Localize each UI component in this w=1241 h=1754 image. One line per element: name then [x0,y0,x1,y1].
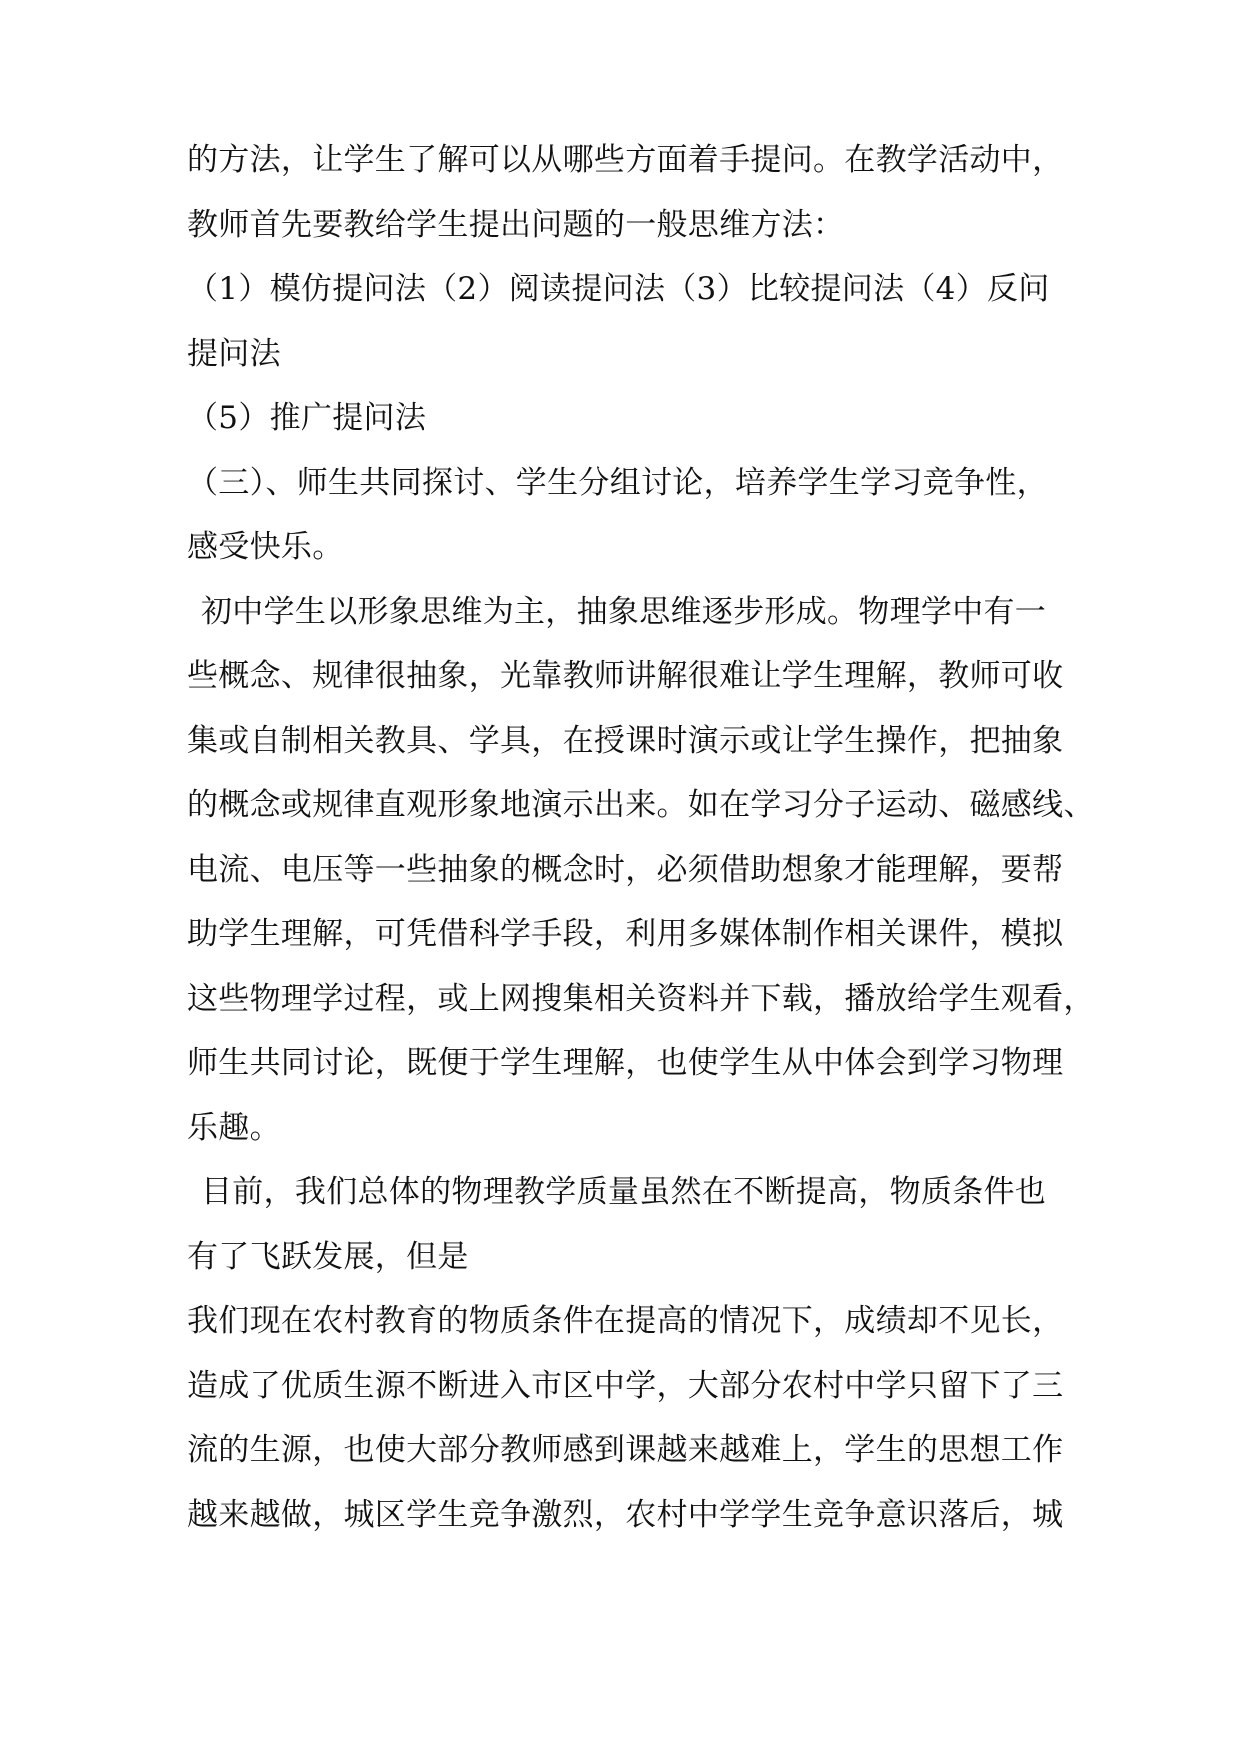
text-line: 些概念、规律很抽象，光靠教师讲解很难让学生理解，教师可收 [187,658,1064,694]
text-line: 师生共同讨论，既便于学生理解，也使学生从中体会到学习物理 [187,1045,1064,1081]
text-line: 的概念或规律直观形象地演示出来。如在学习分子运动、磁感线、 [187,787,1095,823]
paragraph-start: 目前，我们总体的物理教学质量虽然在不断提高，物质条件也 [201,1174,1047,1210]
text-line: 有了飞跃发展，但是 [187,1238,469,1275]
text-line: 助学生理解，可凭借科学手段，利用多媒体制作相关课件，模拟 [187,916,1064,952]
text-line: （5）推广提问法 [187,400,427,436]
text-line: 电流、电压等一些抽象的概念时，必须借助想象才能理解，要帮 [187,851,1064,888]
text-line: 提问法 [187,335,281,372]
paragraph-start: 初中学生以形象思维为主，抽象思维逐步形成。物理学中有一 [201,593,1047,630]
text-line: 越来越做，城区学生竞争激烈，农村中学学生竞争意识落后，城 [187,1496,1064,1533]
document-body [187,128,1095,1547]
section-heading: （三）、师生共同探讨、学生分组讨论，培养学生学习竞争性， [187,464,1048,501]
text-line: 这些物理学过程，或上网搜集相关资料并下载，播放给学生观看， [187,980,1095,1017]
text-line: 集或自制相关教具、学具，在授课时演示或让学生操作，把抽象 [187,722,1064,759]
text-line: 我们现在农村教育的物质条件在提高的情况下，成绩却不见长， [187,1303,1064,1339]
text-line: 流的生源，也使大部分教师感到课越来越难上，学生的思想工作 [187,1432,1064,1468]
text-line: （1）模仿提问法（2）阅读提问法（3）比较提问法（4）反问 [187,271,1050,307]
text-line: 的方法，让学生了解可以从哪些方面着手提问。在教学活动中， [187,142,1064,178]
text-line: 乐趣。 [187,1109,281,1146]
text-line: 感受快乐。 [187,529,344,565]
text-line: 教师首先要教给学生提出问题的一般思维方法： [187,206,845,243]
text-line: 造成了优质生源不断进入市区中学，大部分农村中学只留下了三 [187,1367,1064,1404]
